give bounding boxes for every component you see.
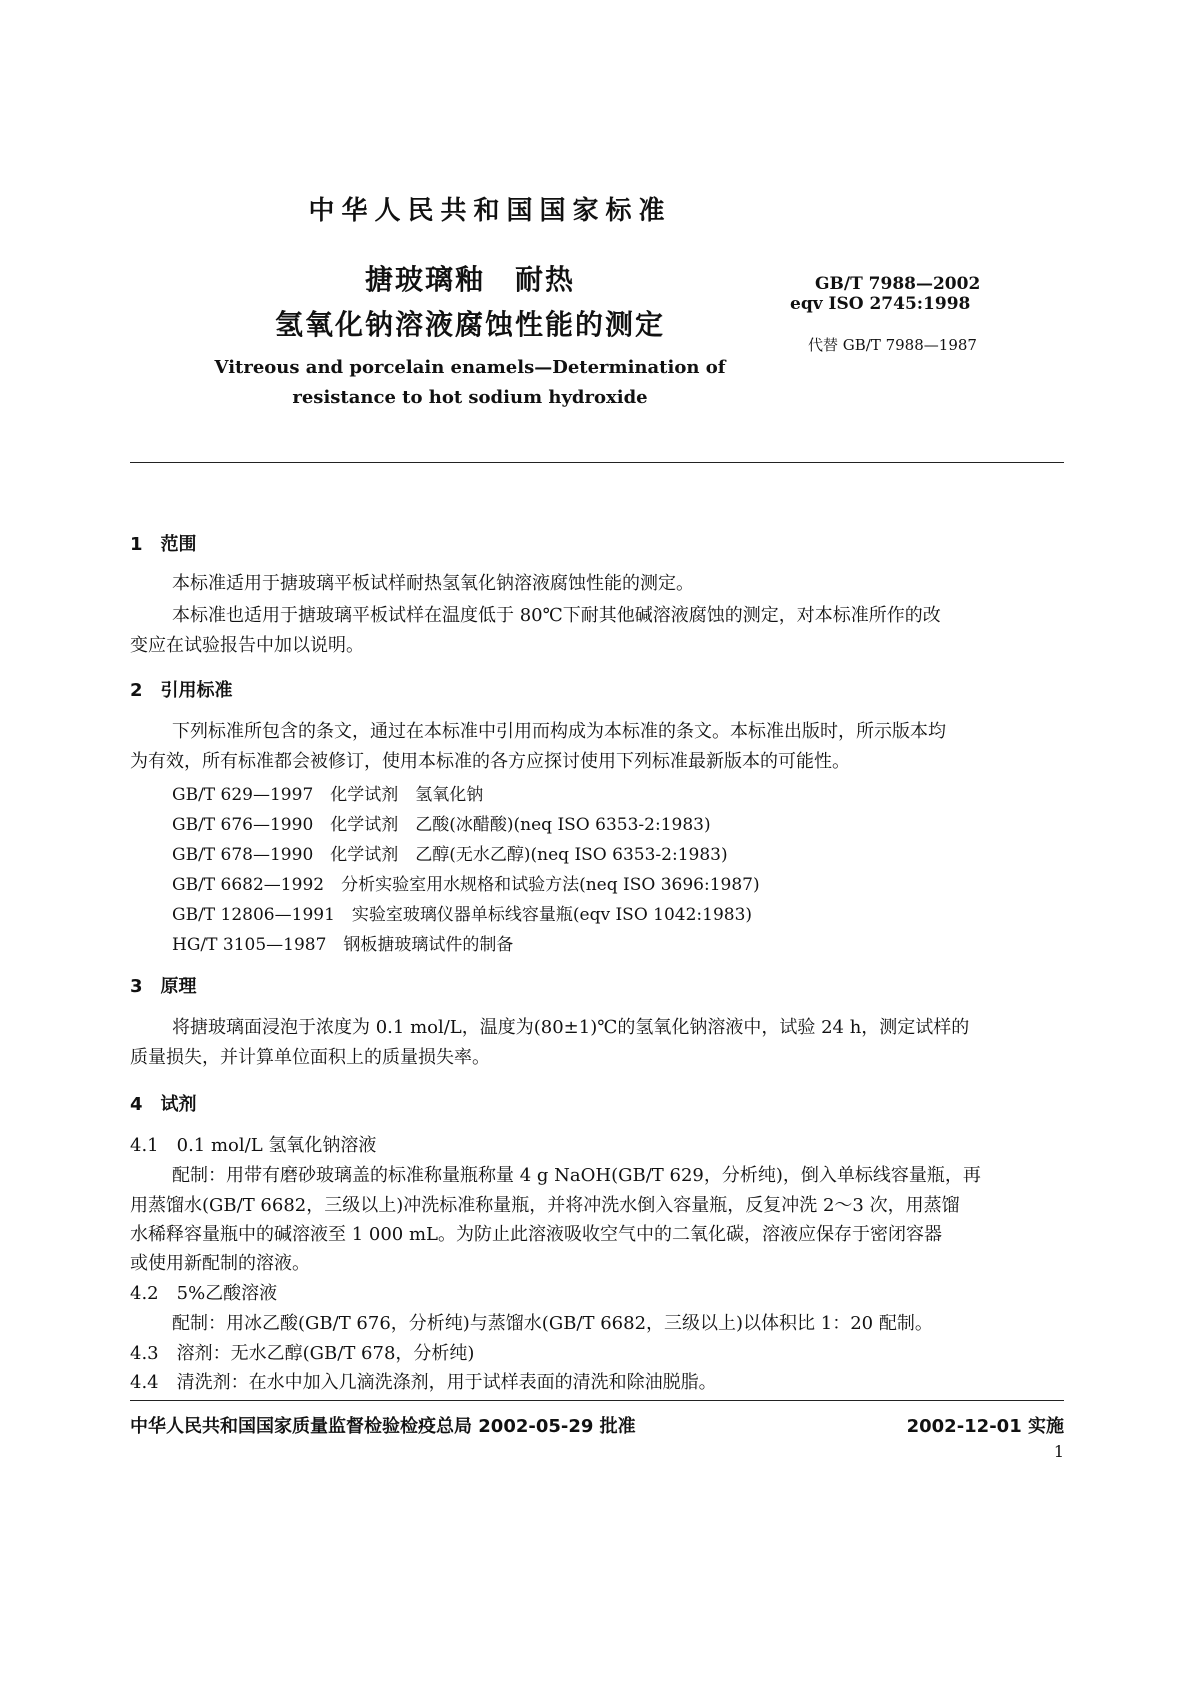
standard-number: GB/T 7988—2002 bbox=[815, 274, 981, 294]
reference-item: GB/T 676—1990 化学试剂 乙酸(冰醋酸)(neq ISO 6353-2:1983) bbox=[172, 815, 711, 835]
subsection-4-1-line-3: 水稀释容量瓶中的碱溶液至 1 000 mL。为防止此溶液吸收空气中的二氧化碳，溶液应保存于密闭容器 bbox=[130, 1224, 942, 1245]
section-4-heading: 4 试剂 bbox=[130, 1094, 197, 1115]
section-1-para-2a: 本标准也适用于搪玻璃平板试样在温度低于 80℃下耐其他碱溶液腐蚀的测定，对本标准所作的改 bbox=[172, 605, 941, 626]
replaces-standard: 代替 GB/T 7988—1987 bbox=[808, 336, 977, 354]
effective-date: 2002-12-01 实施 bbox=[906, 1416, 1064, 1437]
section-1-heading: 1 范围 bbox=[130, 534, 197, 555]
reference-item: GB/T 12806—1991 实验室玻璃仪器单标线容量瓶(eqv ISO 1042:1983) bbox=[172, 905, 753, 925]
subsection-4-1-line-1: 配制：用带有磨砂玻璃盖的标准称量瓶称量 4 g NaOH(GB/T 629，分析纯)，倒入单标线容量瓶，再 bbox=[172, 1165, 981, 1186]
reference-item: HG/T 3105—1987 钢板搪玻璃试件的制备 bbox=[172, 935, 514, 955]
subsection-4-2-title: 4.2 5%乙酸溶液 bbox=[130, 1283, 278, 1304]
section-3-para-b: 质量损失，并计算单位面积上的质量损失率。 bbox=[130, 1047, 490, 1068]
section-2-para-a: 下列标准所包含的条文，通过在本标准中引用而构成为本标准的条文。本标准出版时，所示版本均 bbox=[172, 721, 946, 742]
section-2-heading: 2 引用标准 bbox=[130, 680, 233, 701]
title-divider bbox=[130, 462, 1064, 463]
title-zh-line1: 搪玻璃釉 耐热 bbox=[364, 263, 575, 296]
title-en-line1: Vitreous and porcelain enamels—Determination of bbox=[214, 357, 726, 378]
subsection-4-2-line-1: 配制：用冰乙酸(GB/T 676，分析纯)与蒸馏水(GB/T 6682，三级以上)以体积比 1：20 配制。 bbox=[172, 1313, 933, 1334]
reference-item: GB/T 6682—1992 分析实验室用水规格和试验方法(neq ISO 3696:1987) bbox=[172, 875, 760, 895]
subsection-4-4: 4.4 清洗剂：在水中加入几滴洗涤剂，用于试样表面的清洗和除油脱脂。 bbox=[130, 1372, 717, 1393]
reference-item: GB/T 678—1990 化学试剂 乙醇(无水乙醇)(neq ISO 6353-2:1983) bbox=[172, 845, 728, 865]
section-2-para-b: 为有效，所有标准都会被修订，使用本标准的各方应探讨使用下列标准最新版本的可能性。 bbox=[130, 751, 850, 772]
section-3-heading: 3 原理 bbox=[130, 976, 197, 997]
footer-divider bbox=[130, 1400, 1064, 1401]
page-number: 1 bbox=[1053, 1442, 1064, 1461]
section-3-para-a: 将搪玻璃面浸泡于浓度为 0.1 mol/L，温度为(80±1)℃的氢氧化钠溶液中，试验 24 h，测定试样的 bbox=[172, 1017, 970, 1038]
equivalent-standard: eqv ISO 2745:1998 bbox=[790, 294, 971, 314]
national-standard-heading: 中华人民共和国国家标准 bbox=[308, 196, 672, 226]
subsection-4-1-title: 4.1 0.1 mol/L 氢氧化钠溶液 bbox=[130, 1135, 377, 1156]
subsection-4-3: 4.3 溶剂：无水乙醇(GB/T 678，分析纯) bbox=[130, 1343, 475, 1364]
section-1-para-2b: 变应在试验报告中加以说明。 bbox=[130, 635, 364, 656]
approval-statement: 中华人民共和国国家质量监督检验检疫总局 2002-05-29 批准 bbox=[130, 1416, 636, 1437]
subsection-4-1-line-2: 用蒸馏水(GB/T 6682，三级以上)冲洗标准称量瓶，并将冲洗水倒入容量瓶，反复冲洗 2～3 次，用蒸馏 bbox=[130, 1195, 960, 1216]
title-zh-line2: 氢氧化钠溶液腐蚀性能的测定 bbox=[274, 308, 665, 341]
title-en-line2: resistance to hot sodium hydroxide bbox=[292, 387, 648, 408]
reference-item: GB/T 629—1997 化学试剂 氢氧化钠 bbox=[172, 785, 484, 805]
subsection-4-1-line-4: 或使用新配制的溶液。 bbox=[130, 1253, 310, 1274]
section-1-para-1: 本标准适用于搪玻璃平板试样耐热氢氧化钠溶液腐蚀性能的测定。 bbox=[172, 573, 694, 594]
